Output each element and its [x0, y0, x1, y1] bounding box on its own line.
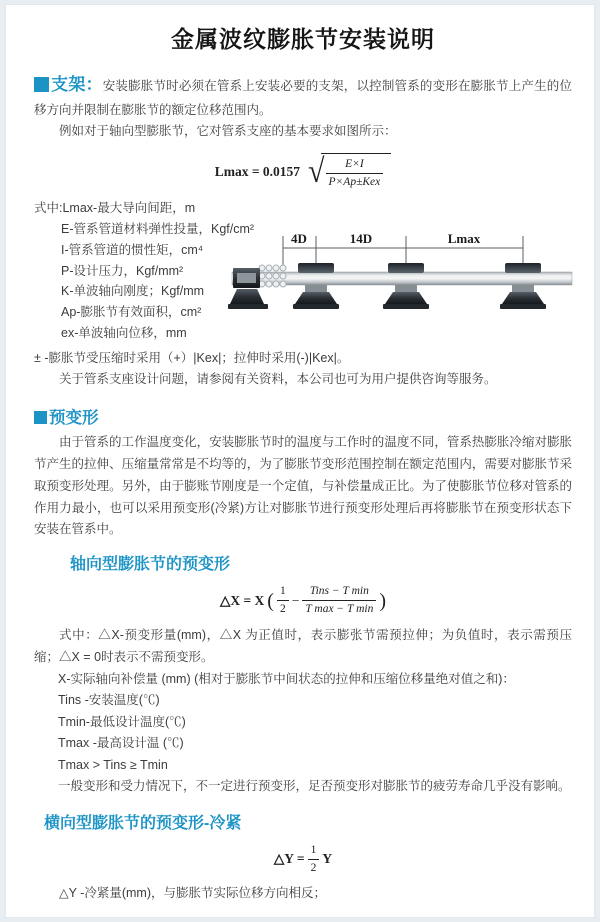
pipe-diagram-svg: [226, 228, 578, 328]
open-paren: (: [267, 589, 274, 612]
pm-kex-note: ± -膨胀节受压缩时采用（+）|Kex|；拉伸时采用(-)|Kex|。: [34, 350, 350, 365]
sqrt-expression: [308, 153, 391, 190]
axial-line: Tmax > Tins ≥ Tmin: [58, 757, 168, 772]
axial-definition-lines: [34, 669, 572, 798]
page-title: 金属波纹膨胀节安装说明: [171, 26, 435, 52]
one-half-fraction: [277, 584, 289, 617]
frac-num: 1: [277, 584, 289, 601]
formula-dy-lhs: △Y =: [273, 851, 305, 867]
predeform-section-heading: [34, 404, 572, 428]
formula-dx-lhs: △X = X: [219, 592, 265, 608]
predeform-body: 由于管系的工作温度变化，安装膨胀节时的温度与工作时的温度不同，管系热膨胀冷缩对膨胀节产生的拉伸、压缩量常常是不均等的，为了膨胀节变形范围控制在额定范围内，需要对膨胀节采取预变形处理。另外，由于膨账节刚度是一个定值，与补偿量成正比。为了使膨胀节位移对管系的作用力最小，也可以采用预变形(冷紧)方让对膨胀节进行预变形处理后再将膨胀节在预变形状态下安装在管系中。: [34, 435, 572, 537]
axial-subheading: 轴向型膨胀节的预变形: [70, 556, 231, 574]
def-item: P-设计压力，Kgf/mm²: [61, 263, 184, 278]
section-bullet-icon: [34, 411, 47, 424]
frac-num: Tins − T min: [302, 584, 376, 601]
axial-line: Tmax -最高设计温 (℃): [58, 736, 184, 751]
axial-line: Tins -安装温度(℃): [58, 693, 160, 708]
one-half-fraction: [308, 843, 320, 876]
delta-x-explain: 式中：△X-预变形量(mm)，△X 为正值时，表示膨张节需预拉伸；为负值时，表示需预压缩；△X = 0时表示不需预变形。: [34, 628, 572, 664]
guide-support: [293, 263, 339, 309]
formula-lmax-fraction: [326, 157, 384, 190]
frac-num: 1: [308, 843, 320, 860]
minus-sign: −: [291, 592, 300, 608]
close-paren: ): [379, 589, 387, 612]
radical-sign: √: [308, 152, 325, 190]
axial-line: X-实际轴向补偿量 (mm) (相对于膨胀节中间状态的拉伸和压缩位移量绝对值之和)：: [58, 671, 515, 686]
support-example-line: 例如对于轴向型膨胀节，它对管系支座的基本要求如图所示：: [59, 124, 397, 139]
support-section-label: 支架：: [51, 75, 103, 94]
formula-delta-x: [34, 584, 572, 617]
support-intro-paragraph: [34, 70, 572, 121]
formula-lmax-numerator: E×I: [326, 157, 384, 174]
formula-lmax: [34, 153, 572, 190]
def-item: ex-单波轴向位移，mm: [61, 326, 187, 341]
axial-line: 一般变形和受力情况下，不一定进行预变形，足否预变形对膨胀节的疲劳寿命几乎没有影响。: [58, 779, 571, 794]
formula-dy-rhs: Y: [322, 851, 333, 867]
formula-lmax-lhs: Lmax = 0.0157: [214, 163, 301, 179]
document-page: [5, 4, 595, 918]
frac-den: T max − T min: [305, 603, 374, 616]
guide-support: [500, 263, 546, 309]
def-item: E-管系管道材料弹性投量，Kgf/cm²: [61, 221, 255, 236]
def-item: 式中:Lmax-最大导向间距，m: [34, 200, 196, 215]
def-item: Ap-膨胀节有效面积，cm²: [61, 305, 202, 320]
frac-den: 2: [279, 603, 286, 616]
pipe-support-diagram: [226, 228, 578, 333]
lateral-subheading: 横向型膨胀节的预变形-冷紧: [44, 814, 242, 832]
formula-lmax-denominator: P×Ap±Kex: [328, 176, 381, 189]
dim-label-4d: 4D: [291, 230, 307, 246]
dim-label-lmax: Lmax: [447, 230, 481, 246]
temperature-fraction: [302, 584, 376, 617]
axial-line: Tmin-最低设计温度(℃): [58, 714, 186, 729]
delta-y-note: △Y -冷紧量(mm)，与膨胀节实际位移方向相反；: [59, 886, 327, 901]
def-item: K-单波轴向刚度；Kgf/mm: [61, 284, 205, 299]
service-note: 关于管系支座设计问题，请参阅有关资料，本公司也可为用户提供咨询等服务。: [59, 372, 497, 387]
formula-delta-y: [34, 843, 572, 876]
definitions-and-diagram: [34, 198, 572, 348]
section-bullet-icon: [34, 77, 49, 92]
support-intro-text: 安装膨胀节时必须在管系上安装必要的支架，以控制管系的变形在膨胀节上产生的位移方向并限制在膨胀节的额定位移范围内。: [34, 79, 572, 117]
guide-support: [383, 263, 429, 309]
predeform-section-label: 预变形: [49, 409, 99, 428]
frac-den: 2: [310, 861, 317, 874]
def-item: I-管系管道的惯性矩，cm⁴: [61, 242, 204, 257]
dim-label-14d: 14D: [349, 230, 373, 246]
